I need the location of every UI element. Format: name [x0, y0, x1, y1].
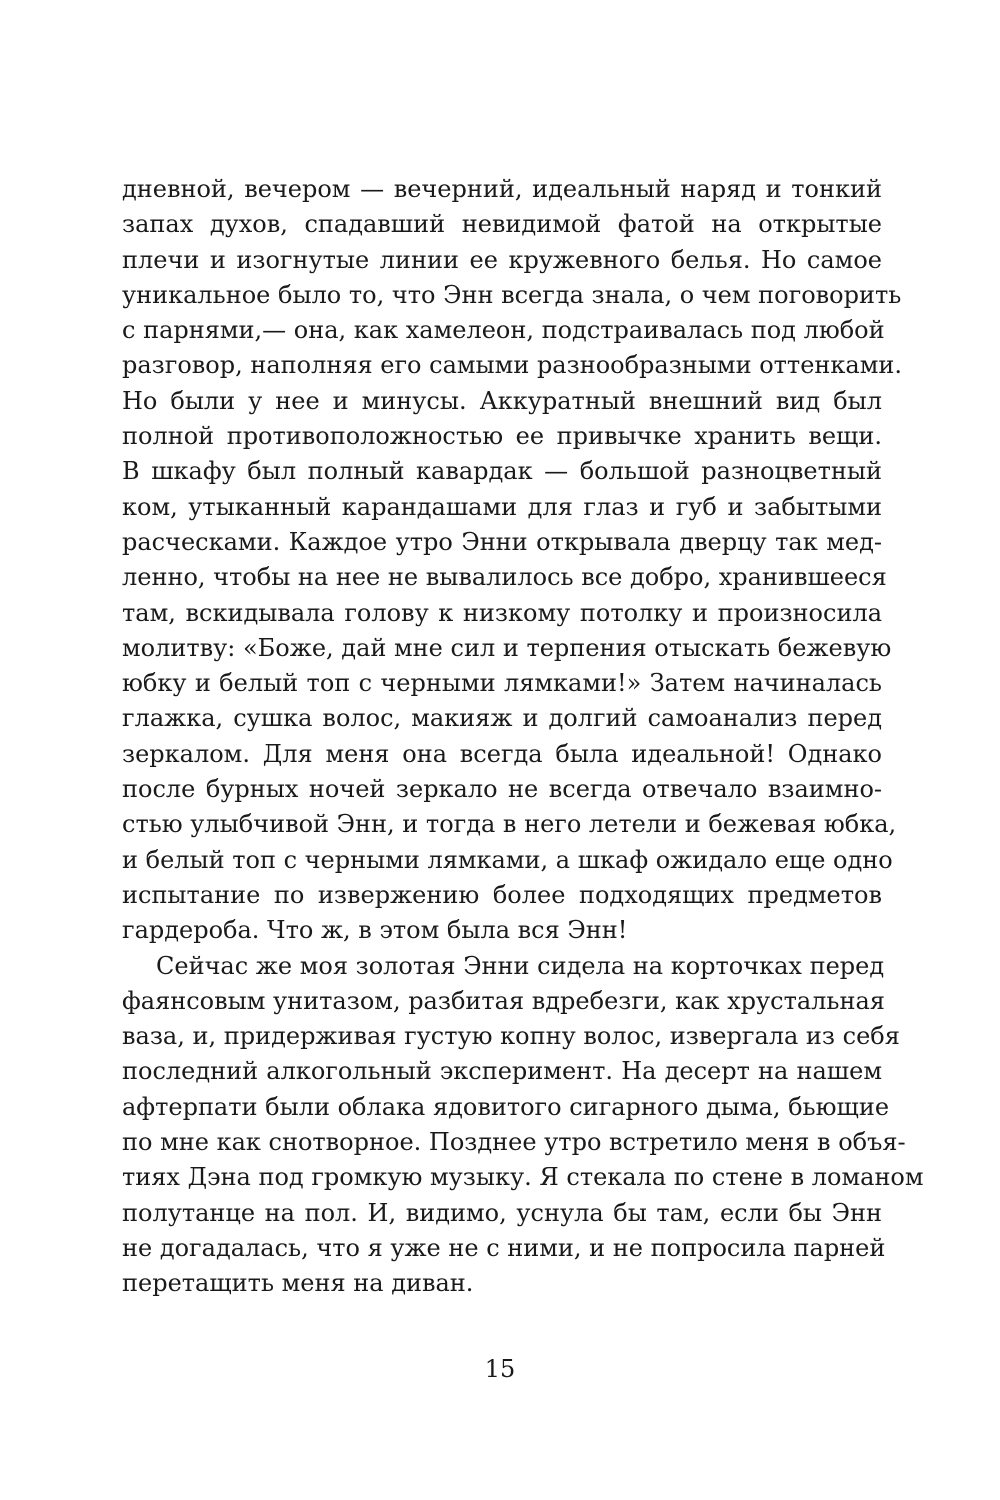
text-line: фаянсовым унитазом, разбитая вдребезги, как хрустальная [122, 986, 885, 1015]
text-line: ком, утыканный карандашами для глаз и губ и забытыми [122, 492, 882, 521]
text-line: последний алкогольный эксперимент. На десерт на нашем [122, 1057, 882, 1086]
text-line: разговор, наполняя его самыми разнообразными оттенками. [122, 351, 902, 380]
text-line: В шкафу был полный кавардак — большой разноцветный [122, 457, 882, 486]
body-text [122, 172, 924, 1302]
text-line: полутанце на пол. И, видимо, уснула бы там, если бы Энн [122, 1198, 882, 1227]
text-line: гардероба. Что ж, в этом была вся Энн! [122, 916, 628, 945]
text-line: афтерпати были облака ядовитого сигарного дыма, бьющие [122, 1092, 890, 1121]
text-line: молитву: «Боже, дай мне сил и терпения отыскать бежевую [122, 633, 892, 662]
text-line: с парнями,— она, как хамелеон, подстраивалась под любой [122, 316, 885, 345]
text-line: перетащить меня на диван. [122, 1269, 474, 1298]
text-line: не догадалась, что я уже не с ними, и не попросила парней [122, 1233, 886, 1262]
text-line: юбку и белый топ с черными лямками!» Затем начиналась [122, 669, 882, 698]
text-line: там, вскидывала голову к низкому потолку и произносила [122, 598, 882, 627]
text-line: полной противоположностью ее привычке хранить вещи. [122, 422, 882, 451]
text-line: ваза, и, придерживая густую копну волос, извергала из себя [122, 1022, 900, 1051]
paragraph [122, 172, 902, 949]
text-line: глажка, сушка волос, макияж и долгий самоанализ перед [122, 704, 882, 733]
text-line: после бурных ночей зеркало не всегда отвечало взаимно- [122, 775, 882, 804]
text-line: Но были у нее и минусы. Аккуратный внешний вид был [122, 386, 882, 415]
text-line: ленно, чтобы на нее не вывалилось все добро, хранившееся [122, 563, 887, 592]
text-line: стью улыбчивой Энн, и тогда в него летели и бежевая юбка, [122, 810, 897, 839]
paragraph [122, 949, 924, 1302]
text-line: испытание по извержению более подходящих предметов [122, 880, 882, 909]
text-line: уникальное было то, что Энн всегда знала, о чем поговорить [122, 280, 902, 309]
text-line: плечи и изогнутые линии ее кружевного белья. Но самое [122, 245, 882, 274]
text-line: и белый топ с черными лямками, а шкаф ожидало еще одно [122, 845, 893, 874]
text-line: Сейчас же моя золотая Энни сидела на корточках перед [156, 951, 885, 980]
text-line: запах духов, спадавший невидимой фатой на открытые [122, 210, 882, 239]
text-line: дневной, вечером — вечерний, идеальный наряд и тонкий [122, 175, 882, 203]
text-line: зеркалом. Для меня она всегда была идеальной! Однако [122, 739, 882, 768]
text-line: тиях Дэна под громкую музыку. Я стекала по стене в ломаном [122, 1163, 924, 1192]
page-number: 15 [484, 1355, 516, 1383]
text-line: по мне как снотворное. Позднее утро встретило меня в объя- [122, 1128, 906, 1157]
text-line: расческами. Каждое утро Энни открывала дверцу так мед- [122, 527, 882, 556]
